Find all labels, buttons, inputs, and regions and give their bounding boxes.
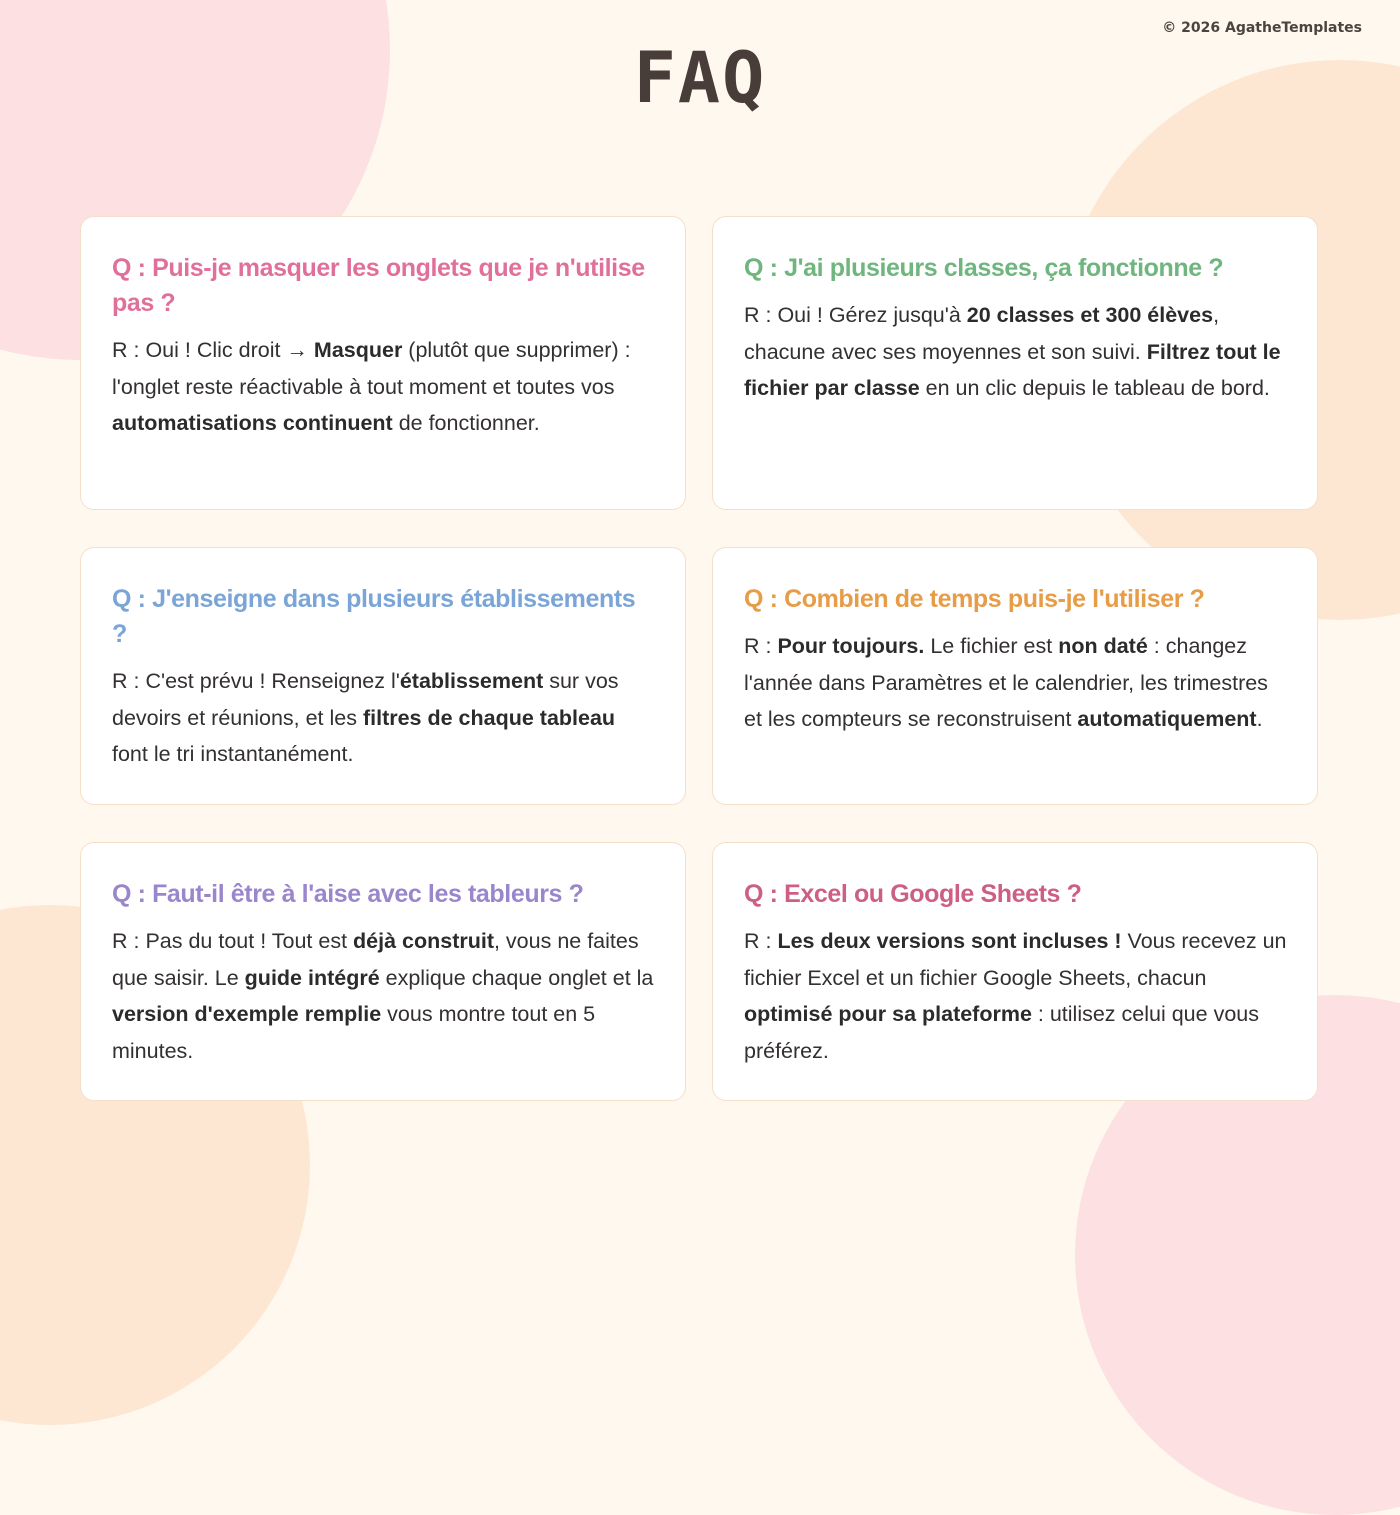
answer-text: R : Oui ! Gérez jusqu'à	[744, 303, 967, 327]
answer-highlight: non daté	[1058, 634, 1148, 658]
answer-highlight: Masquer	[313, 338, 403, 362]
answer-text: , chacune avec ses moyennes et son suivi.	[744, 303, 1220, 364]
page-title: FAQ	[633, 37, 767, 119]
answer-highlight: Les deux versions sont incluses !	[777, 929, 1122, 953]
faq-answer	[112, 663, 655, 773]
answer-text: R :	[744, 929, 778, 953]
answer-text: de fonctionner.	[392, 411, 540, 435]
answer-text: , vous ne faites que saisir. Le	[112, 929, 639, 990]
faq-question: Q : Excel ou Google Sheets ?	[744, 880, 1082, 908]
faq-card-excel-or-sheets	[712, 842, 1318, 1101]
faq-question: Q : J'enseigne dans plusieurs établissements ?	[112, 585, 636, 648]
faq-answer	[744, 628, 1287, 738]
answer-text: explique chaque onglet et la	[379, 965, 654, 990]
faq-question: Q : Combien de temps puis-je l'utiliser ?	[744, 585, 1205, 613]
faq-question: Q : Faut-il être à l'aise avec les tableurs ?	[112, 880, 584, 908]
faq-answer	[744, 923, 1287, 1069]
faq-card-multiple-schools	[80, 547, 686, 805]
answer-text: R : Oui ! Clic droit →	[112, 338, 314, 362]
answer-highlight: filtres de chaque tableau	[362, 705, 616, 730]
answer-text: font le tri instantanément.	[112, 742, 354, 766]
answer-highlight: Pour toujours.	[777, 634, 925, 658]
answer-text: vous montre tout en 5 minutes.	[112, 1002, 596, 1063]
faq-question: Q : J'ai plusieurs classes, ça fonctionne ?	[744, 254, 1224, 282]
answer-highlight: automatisations continuent	[112, 411, 393, 435]
answer-text: : utilisez celui que vous préférez.	[744, 1002, 1259, 1063]
answer-highlight: version d'exemple remplie	[112, 1002, 382, 1026]
faq-card-spreadsheet-skills	[80, 842, 686, 1101]
answer-text: Vous recevez un fichier Excel et un fichier Google Sheets, chacun	[744, 929, 1287, 990]
faq-answer	[744, 297, 1287, 407]
answer-highlight: déjà construit	[353, 929, 494, 953]
answer-highlight: guide intégré	[244, 965, 380, 990]
answer-highlight: automatiquement	[1077, 707, 1257, 731]
faq-card-multiple-classes	[712, 216, 1318, 510]
answer-text: Le fichier est	[924, 634, 1059, 658]
answer-highlight: établissement	[399, 669, 544, 693]
answer-text: (plutôt que supprimer) : l'onglet reste réactivable à tout moment et toutes vos	[112, 338, 631, 399]
answer-text: en un clic depuis le tableau de bord.	[919, 376, 1270, 400]
faq-card-hide-tabs	[80, 216, 686, 510]
faq-answer	[112, 923, 655, 1069]
answer-text: .	[1256, 707, 1263, 731]
answer-text: R : Pas du tout ! Tout est	[112, 929, 354, 953]
faq-question: Q : Puis-je masquer les onglets que je n'utilise pas ?	[112, 254, 645, 317]
faq-answer	[112, 332, 655, 442]
answer-text: sur vos devoirs et réunions, et les	[112, 669, 619, 730]
answer-highlight: optimisé pour sa plateforme	[744, 1002, 1032, 1026]
copyright-notice: © 2026 AgatheTemplates	[1162, 20, 1362, 36]
answer-text: R :	[744, 634, 778, 658]
answer-text: : changez l'année dans Paramètres et le calendrier, les trimestres et les compteurs se reconstruisent	[744, 634, 1268, 731]
answer-highlight: Filtrez tout le fichier par classe	[744, 339, 1281, 400]
answer-text: R : C'est prévu ! Renseignez l'	[112, 669, 400, 693]
faq-card-duration	[712, 547, 1318, 805]
answer-highlight: 20 classes et 300 élèves	[966, 303, 1214, 327]
